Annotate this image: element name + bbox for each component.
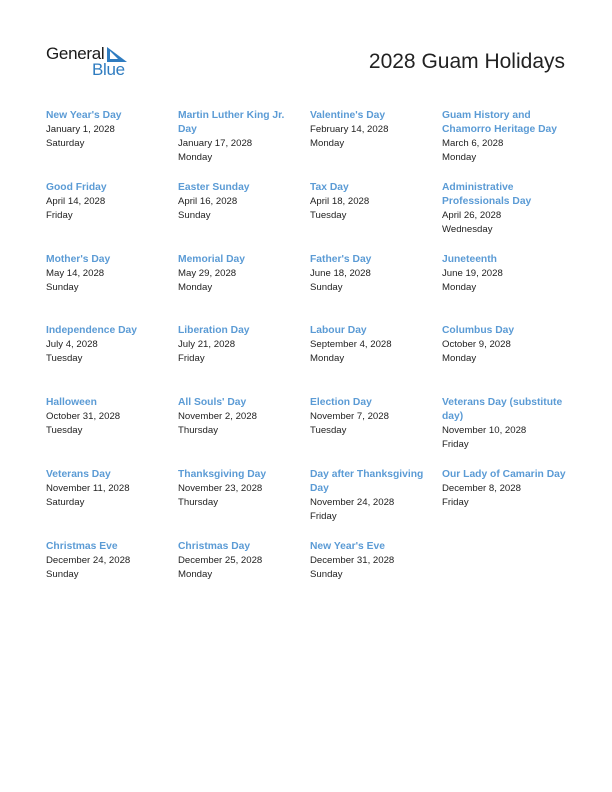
holiday-name: Good Friday — [46, 181, 107, 193]
holiday-item — [46, 181, 178, 253]
holiday-item — [442, 109, 576, 181]
holiday-weekday: Wednesday — [442, 223, 493, 235]
holiday-date: April 16, 2028 — [178, 195, 238, 207]
holiday-date: December 25, 2028 — [178, 554, 263, 566]
holiday-item — [46, 468, 178, 540]
holiday-weekday: Thursday — [178, 496, 218, 508]
holiday-date: March 6, 2028 — [442, 138, 504, 149]
holiday-name: Labour Day — [310, 325, 367, 337]
holiday-name: Liberation Day — [178, 325, 250, 337]
holiday-weekday: Saturday — [46, 496, 85, 508]
holiday-weekday: Monday — [310, 138, 345, 149]
holiday-weekday: Tuesday — [310, 425, 347, 437]
holiday-date: April 14, 2028 — [46, 195, 106, 207]
holiday-name: Independence Day — [46, 325, 137, 337]
holiday-name: Columbus Day — [442, 325, 515, 337]
holiday-date: November 2, 2028 — [178, 411, 257, 423]
holiday-item — [178, 181, 310, 253]
holiday-date: September 4, 2028 — [310, 339, 392, 351]
logo — [46, 44, 136, 80]
holiday-weekday: Monday — [178, 281, 213, 293]
holiday-weekday: Tuesday — [310, 209, 347, 221]
holiday-item — [46, 540, 178, 612]
holiday-name: Martin Luther King Jr. Day — [178, 110, 285, 135]
holiday-name: Day after Thanksgiving Day — [310, 468, 424, 494]
holiday-weekday: Sunday — [178, 209, 211, 221]
holiday-weekday: Monday — [178, 152, 213, 163]
holiday-item — [442, 181, 576, 253]
holiday-item — [46, 253, 178, 325]
holiday-item — [178, 109, 310, 181]
holiday-item — [442, 396, 576, 468]
holiday-name: Administrative Professionals Day — [442, 181, 532, 207]
holiday-date: November 11, 2028 — [46, 482, 130, 494]
holiday-weekday: Sunday — [46, 568, 79, 580]
holiday-item — [178, 253, 310, 325]
holiday-date: December 31, 2028 — [310, 554, 395, 566]
holiday-name: Father's Day — [310, 253, 372, 265]
holiday-weekday: Friday — [442, 439, 469, 451]
holiday-name: Easter Sunday — [178, 181, 250, 193]
holiday-date: May 29, 2028 — [178, 267, 237, 279]
holiday-date: October 31, 2028 — [46, 411, 121, 423]
holiday-name: Halloween — [46, 397, 97, 409]
holiday-name: New Year's Eve — [310, 540, 385, 552]
holiday-weekday: Thursday — [178, 425, 218, 437]
holiday-date: May 14, 2028 — [46, 267, 105, 279]
holiday-item — [178, 468, 310, 540]
holiday-weekday: Friday — [178, 353, 205, 365]
holiday-item — [442, 253, 576, 325]
holiday-item — [310, 396, 442, 468]
holiday-item — [46, 109, 178, 181]
holiday-date: June 19, 2028 — [442, 267, 503, 279]
holiday-weekday: Monday — [310, 353, 345, 365]
holiday-weekday: Sunday — [310, 568, 343, 580]
holiday-date: October 9, 2028 — [442, 339, 511, 351]
holiday-weekday: Sunday — [46, 281, 79, 293]
holiday-weekday: Monday — [442, 353, 477, 365]
holiday-weekday: Friday — [46, 209, 73, 221]
holiday-item — [310, 324, 442, 396]
holiday-date: July 21, 2028 — [178, 339, 236, 351]
holiday-weekday: Tuesday — [46, 353, 83, 365]
holiday-weekday: Monday — [178, 568, 213, 580]
holiday-name: Our Lady of Camarin Day — [442, 468, 566, 480]
holiday-item — [442, 468, 576, 540]
holiday-name: All Souls' Day — [178, 397, 247, 409]
holiday-weekday: Saturday — [46, 138, 85, 149]
holiday-date: April 18, 2028 — [310, 195, 370, 207]
holiday-date: November 7, 2028 — [310, 411, 389, 423]
holiday-name: Thanksgiving Day — [178, 468, 267, 480]
holiday-date: November 24, 2028 — [310, 496, 395, 508]
holiday-date: July 4, 2028 — [46, 339, 98, 351]
holiday-date: November 23, 2028 — [178, 482, 263, 494]
holiday-weekday: Friday — [310, 510, 337, 522]
holiday-date: April 26, 2028 — [442, 209, 502, 221]
holiday-name: Memorial Day — [178, 253, 245, 265]
holiday-name: Guam History and Chamorro Heritage Day — [442, 110, 558, 135]
holiday-name: Mother's Day — [46, 253, 111, 265]
holiday-date: February 14, 2028 — [310, 124, 389, 135]
holiday-weekday: Monday — [442, 152, 477, 163]
holiday-name: Juneteenth — [442, 253, 497, 265]
holiday-name: Veterans Day — [46, 468, 111, 480]
holiday-date: November 10, 2028 — [442, 425, 527, 437]
holiday-date: December 8, 2028 — [442, 482, 521, 494]
holiday-item — [46, 396, 178, 468]
holiday-date: January 1, 2028 — [46, 124, 115, 135]
holiday-item — [310, 181, 442, 253]
holiday-item — [310, 253, 442, 325]
logo-blue-text: Blue — [92, 60, 125, 79]
holiday-item — [46, 324, 178, 396]
holiday-name: Veterans Day (substitute day) — [442, 397, 563, 423]
holiday-name: Election Day — [310, 397, 372, 409]
holiday-item — [310, 540, 442, 612]
holiday-weekday: Sunday — [310, 281, 343, 293]
holiday-item — [442, 324, 576, 396]
holiday-item — [310, 468, 442, 540]
holiday-name: Christmas Eve — [46, 540, 118, 552]
holiday-grid — [46, 109, 576, 612]
holiday-item — [178, 540, 310, 612]
holiday-item — [178, 396, 310, 468]
holiday-date: December 24, 2028 — [46, 554, 131, 566]
holiday-item — [178, 324, 310, 396]
holiday-name: Valentine's Day — [310, 110, 386, 121]
page-title: 2028 Guam Holidays — [368, 50, 565, 73]
holiday-weekday: Tuesday — [46, 425, 83, 437]
holiday-date: June 18, 2028 — [310, 267, 371, 279]
holiday-name: New Year's Day — [46, 110, 122, 121]
holiday-name: Christmas Day — [178, 540, 251, 552]
holiday-weekday: Friday — [442, 496, 469, 508]
holiday-weekday: Monday — [442, 281, 477, 293]
holiday-item — [310, 109, 442, 181]
holiday-name: Tax Day — [310, 181, 349, 193]
holiday-date: January 17, 2028 — [178, 138, 253, 149]
logo-general-text: General — [46, 44, 105, 63]
